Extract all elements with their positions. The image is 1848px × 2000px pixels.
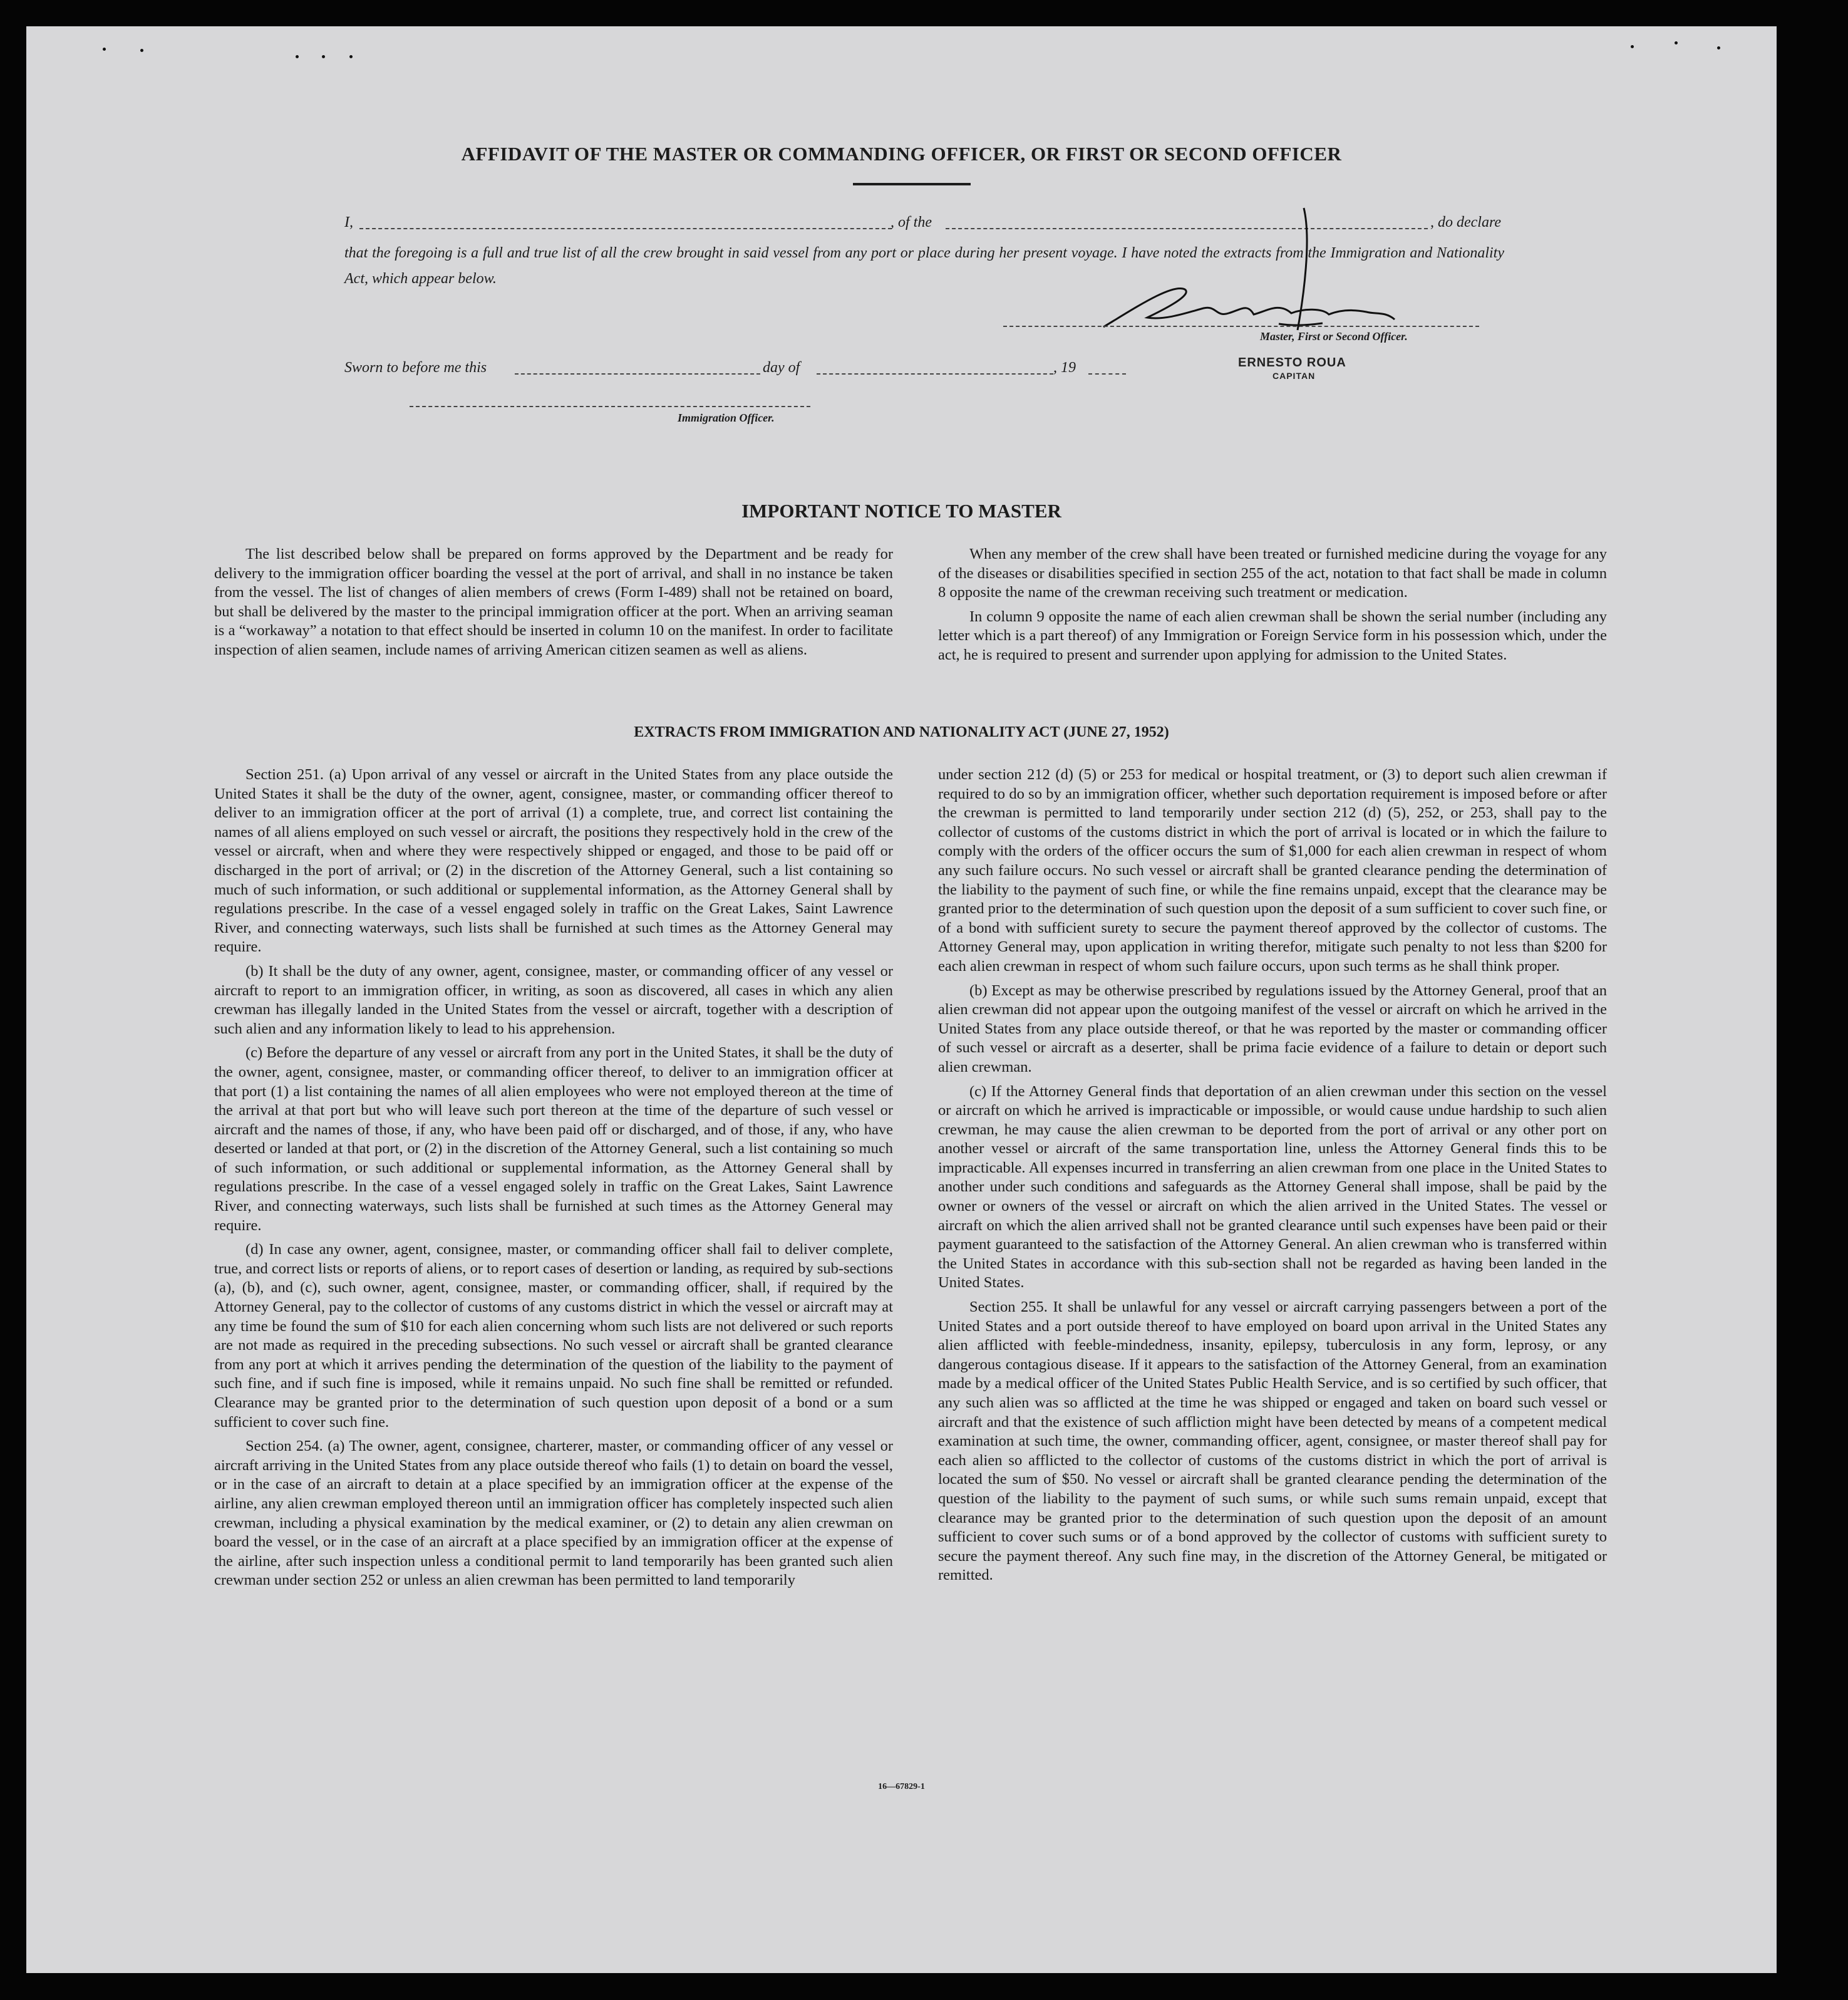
- section-251c: (c) Before the departure of any vessel or aircraft from any port in the United States, it shall be the duty of the owner, agent, consignee, master, or commanding officer thereof, to deliver to an immigration officer at that port (1) a list containing the names of all alien employees who were not employed thereon at the time of the arrival at that port but who will leave such port thereon at the time of the departure of such vessel or aircraft and the names of those, if any, who have been paid off or discharged, and of those, if any, who have deserted or landed at that port, or (2) in the discretion of the Attorney General, such a list containing so much of such information, or such additional or supplemental information, as the Attorney General shall by regulations prescribe. In the case of a vessel engaged solely in traffic on the Great Lakes, Saint Lawrence River, and connecting waterways, such lists shall be furnished at such times as the Attorney General may require.: [214, 1044, 893, 1234]
- extracts-right-column: [938, 765, 1607, 1590]
- form-number: 16—67829-1: [878, 1782, 925, 1791]
- section-251d: (d) In case any owner, agent, consignee, master, or commanding officer shall fail to deliver complete, true, and correct lists or reports of aliens, or to report cases of desertion or landing, as required by sub-sections (a), (b), and (c), such owner, agent, consignee, master, or commanding officer, shall, if required by the Attorney General, pay to the collector of customs of any customs district in which the vessel or aircraft may at any time be found the sum of $10 for each alien concerning whom such lists are not delivered or such reports are not made as required in the preceding subsections. No such vessel or aircraft shall be granted clearance from any port at which it arrives pending the determination of the question of the liability to the payment of such fine, and if such fine is imposed, while it remains unpaid. No such fine shall be remitted or refunded. Clearance may be granted prior to the determination of such question upon deposit of a bond or a sum sufficient to cover such fine.: [214, 1241, 893, 1431]
- affidavit-statement: that the foregoing is a full and true list of all the crew brought in said vessel from any port or place during her present voyage. I have noted the extracts from the Immigration and Nationality Act, which appear below.: [344, 245, 1504, 287]
- officer-label: Immigration Officer.: [678, 412, 775, 424]
- extracts-title: EXTRACTS FROM IMMIGRATION AND NATIONALITY ACT (JUNE 27, 1952): [634, 724, 1169, 740]
- section-251a: Section 251. (a) Upon arrival of any vessel or aircraft in the United States from any place outside the United States it shall be the duty of the owner, agent, consignee, master, or commanding officer thereof to deliver to an immigration officer at the port of arrival (1) a complete, true, and correct list containing the names of all aliens employed on such vessel or aircraft, the positions they respectively hold in the crew of the vessel or aircraft, when and where they were respectively shipped or engaged, and those to be paid off or discharged in the port of arrival; or (2) in the discretion of the Attorney General, such a list containing so much of such information, or such additional or supplemental information, as the Attorney General shall by regulations prescribe. In the case of a vessel engaged solely in traffic on the Great Lakes, Saint Lawrence River, and connecting waterways, such lists shall be furnished at such times as the Attorney General may require.: [214, 766, 893, 956]
- day-of-label: day of: [763, 360, 800, 376]
- document-page: [26, 26, 1777, 1973]
- section-254c: (c) If the Attorney General finds that deportation of an alien crewman under this section on the vessel or aircraft on which he arrived is impracticable or impossible, or would cause undue hardship to such alien crewman, he may cause the alien crewman to be deported from the port of arrival or any other port on another vessel or aircraft of the same transportation line, unless the Attorney General finds this to be impracticable. All expenses incurred in transferring an alien crewman from one place in the United States to another under such conditions and safeguards as the Attorney General shall impose, shall be paid by the owner or owners of the vessel or aircraft on which the alien arrived in the United States. The vessel or aircraft on which the alien arrived shall not be granted clearance until such expenses have been paid or their payment guaranteed to the satisfaction of the Attorney General. An alien crewman who is transferred within the United States in accordance with this sub-section shall not be regarded as having been landed in the United States.: [938, 1082, 1607, 1292]
- section-255: Section 255. It shall be unlawful for any vessel or aircraft carrying passengers between a port of the United States and a port outside thereof to have employed on board upon arrival in the United States any alien afflicted with feeble-mindedness, insanity, epilepsy, tuberculosis in any form, leprosy, or any dangerous contagious disease. If it appears to the satisfaction of the Attorney General, from an examination made by a medical officer of the United States Public Health Service, and is so certified by such officer, that any such alien was so afflicted at the time he was shipped or engaged and taken on board such vessel or aircraft and that the existence of such affliction might have been detected by means of a competent medical examination at such time, the owner, commanding officer, agent, consignee, or master thereof shall pay for each alien so afflicted to the collector of customs of the customs district in which the port of arrival is located the sum of $50. No vessel or aircraft shall be granted clearance pending the determination of the question of the liability to the payment of such sums, or while such sums remain unpaid, except that clearance may be granted prior to the determination of such question upon the deposit of an amount sufficient to cover such sums or of a bond approved by the collector of customs with sufficient surety to secure the payment thereof. Any such fine may, in the discretion of the Attorney General, be mitigated or remitted.: [938, 1298, 1607, 1584]
- declarant-name-field[interactable]: [359, 228, 892, 229]
- year-label: , 19: [1053, 360, 1076, 376]
- officer-signature-line[interactable]: [410, 406, 810, 407]
- section-251b: (b) It shall be the duty of any owner, agent, consignee, master, or commanding officer of any vessel or aircraft to report to an immigration officer, in writing, as soon as discovered, all cases in which any alien crewman has illegally landed in the United States from the vessel or aircraft, together with a description of such alien and any information likely to lead to his apprehension.: [214, 962, 893, 1037]
- stamp-name: ERNESTO ROUA: [1238, 356, 1346, 370]
- section-254b: (b) Except as may be otherwise prescribed by regulations issued by the Attorney General, proof that an alien crewman did not appear upon the outgoing manifest of the vessel or aircraft on which he arrived in the United States from any place outside thereof, or that he was reported by the master or commanding officer of such vessel or aircraft as a deserter, shall be prima facie evidence of a failure to detain or deport such alien crewman.: [938, 982, 1607, 1075]
- notice-title: IMPORTANT NOTICE TO MASTER: [741, 500, 1061, 522]
- affidavit-title: AFFIDAVIT OF THE MASTER OR COMMANDING OFFICER, OR FIRST OR SECOND OFFICER: [461, 143, 1342, 165]
- stamp-title: CAPITAN: [1272, 371, 1316, 381]
- declarant-label: I,: [344, 214, 353, 231]
- signature-label: Master, First or Second Officer.: [1260, 330, 1408, 343]
- sworn-year-field[interactable]: [1088, 373, 1126, 375]
- section-254a-continued: under section 212 (d) (5) or 253 for medical or hospital treatment, or (3) to deport such alien crewman if required to do so by an immigration officer, whether such deportation requirement is imposed before or after the crewman is permitted to land temporarily under section 212 (d) (5), 252, or 253, shall pay to the collector of customs of the customs district in which the port of arrival is located or in which the failure to comply with the orders of the officer occurs the sum of $1,000 for each alien crewman in respect of whom any such failure occurs. No such vessel or aircraft shall be granted clearance pending the determination of the liability to the payment of such fine, or while the fine remains unpaid, except that the clearance may be granted prior to the determination of such question upon the deposit of a sum sufficient to cover such fine, or of a bond with sufficient surety to secure the payment thereof approved by the collector of customs. The Attorney General may, upon application in writing therefor, mitigate such penalty to not less than $200 for each alien crewman in respect of whom such failure occurs, upon such terms as he shall think proper.: [938, 766, 1607, 975]
- notice-right-paragraph-1: When any member of the crew shall have been treated or furnished medicine during the voyage for any of the diseases or disabilities specified in section 255 of the act, notation to that fact shall be made in column 8 opposite the name of the crewman receiving such treatment or medication.: [938, 546, 1607, 601]
- sworn-month-field[interactable]: [817, 373, 1053, 375]
- master-signature: [1028, 164, 1454, 352]
- extracts-left-column: [214, 765, 893, 1595]
- notice-right-column: [938, 545, 1607, 670]
- sworn-label: Sworn to before me this: [344, 360, 487, 376]
- declare-label: , do declare: [1430, 214, 1502, 231]
- section-254a: Section 254. (a) The owner, agent, consignee, charterer, master, or commanding officer of any vessel or aircraft arriving in the United States from any place outside thereof who fails (1) to detain on board the vessel, or in the case of an aircraft to detain at a place specified by an immigration officer at the expense of the airline, any alien crewman employed thereon until an immigration officer has completely inspected such alien crewman, including a physical examination by the medical examiner, or (2) to detain any alien crewman on board the vessel, or in the case of an aircraft at a place specified by an immigration officer at the expense of the airline, after such inspection unless a conditional permit to land temporarily has been granted such alien crewman under section 252 or unless an alien crewman has been permitted to land temporarily: [214, 1438, 893, 1589]
- sworn-date-field[interactable]: [515, 373, 760, 375]
- notice-left-column: [214, 545, 893, 665]
- notice-left-paragraph: The list described below shall be prepared on forms approved by the Department and be ready for delivery to the immigration officer boarding the vessel at the port of arrival, and shall in no instance be taken from the vessel. The list of changes of alien members of crews (Form I-489) shall not be retained on board, but shall be delivered by the master to the principal immigration officer at the port. When an arriving seaman is a “workaway” a notation to that effect should be inserted in column 10 on the manifest. In order to facilitate inspection of alien seamen, include names of arriving American citizen seamen as well as aliens.: [214, 546, 893, 658]
- notice-right-paragraph-2: In column 9 opposite the name of each alien crewman shall be shown the serial number (including any letter which is a part thereof) of any Immigration or Foreign Service form in his possession which, under the act, he is required to present and surrender upon applying for admission to the United States.: [938, 608, 1607, 663]
- title-rule: [853, 183, 971, 185]
- vessel-label: , of the: [890, 214, 932, 231]
- signature-line[interactable]: [1003, 326, 1479, 327]
